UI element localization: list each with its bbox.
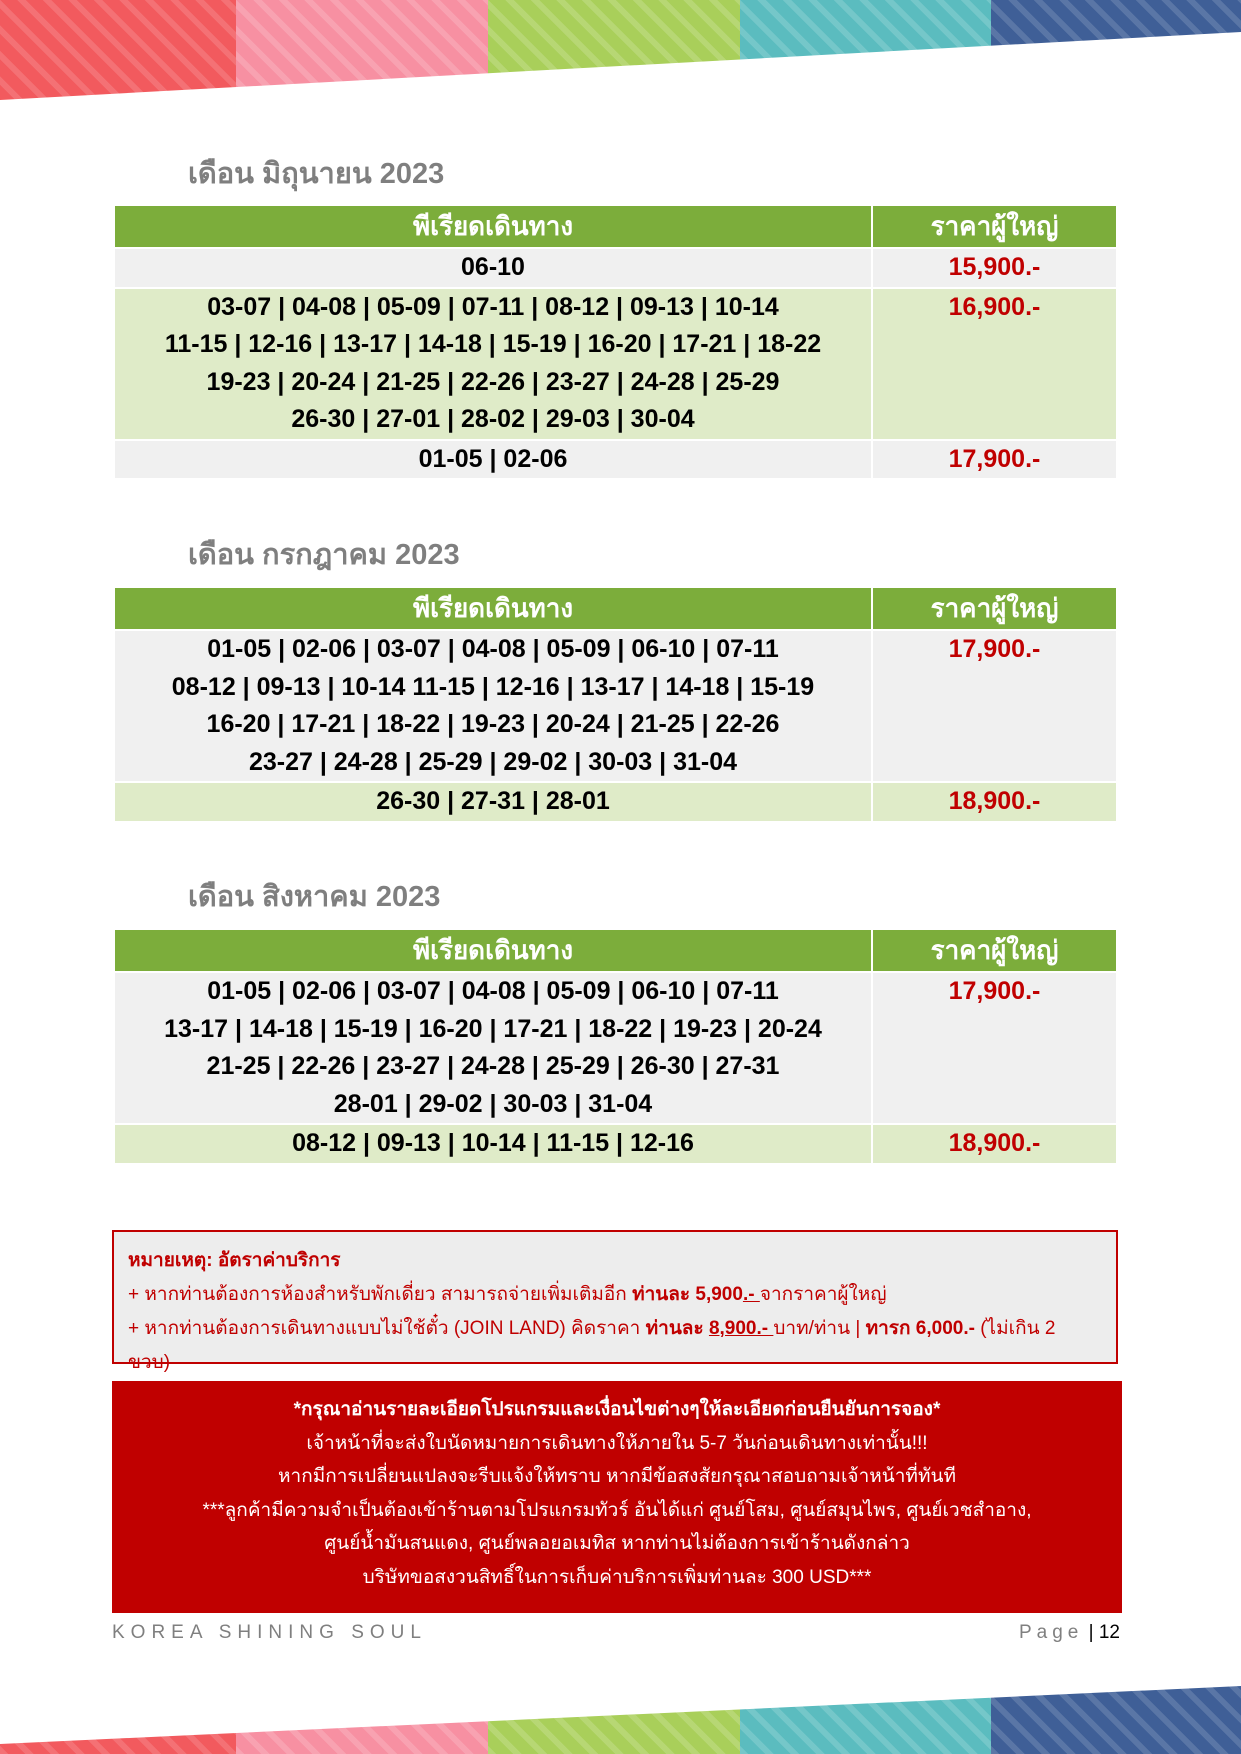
dates-cell [114,782,872,821]
note-bold-price: ท่านละ 5,900 [632,1284,743,1305]
note-text: + หากท่านต้องการเดินทางแบบไม่ใช้ตั๋ว (JOIN LAND) คิดราคา [128,1318,646,1339]
price-table-july [113,588,1118,821]
price-cell: 15,900.- [872,248,1117,288]
price-cell: 18,900.- [872,1124,1117,1163]
dates-cell [114,630,872,782]
column-header-price: ราคาผู้ใหญ่ [872,588,1117,630]
date-line: 19-23 | 20-24 | 21-25 | 22-26 | 23-27 | 24-28 | 25-29 [206,367,780,396]
price-table-august [113,930,1118,1163]
date-line: 08-12 | 09-13 | 10-14 | 11-15 | 12-16 [292,1129,694,1157]
date-line: 26-30 | 27-01 | 28-02 | 29-03 | 30-04 [291,405,695,433]
price-cell: 17,900.- [872,440,1117,479]
warning-line: ศูนย์น้ำมันสนแดง, ศูนย์พลอยอเมทิส หากท่านไม่ต้องการเข้าร้านดังกล่าว [324,1533,910,1554]
table-row [114,248,1117,288]
note-line-single-room [128,1278,1102,1312]
dates-cell [114,972,872,1124]
note-heading: หมายเหตุ: อัตราค่าบริการ [128,1250,341,1271]
bottom-decorative-banner [0,1644,1241,1754]
date-line: 13-17 | 14-18 | 15-19 | 16-20 | 17-21 | 18-22 | 19-23 | 20-24 [164,1014,822,1043]
date-line: 01-05 | 02-06 | 03-07 | 04-08 | 05-09 | 06-10 | 07-11 [207,635,779,663]
note-text: บาท/ท่าน | [773,1318,866,1339]
warning-line: เจ้าหน้าที่จะส่งใบนัดหมายการเดินทางให้ภายใน 5-7 วันก่อนเดินทางเท่านั้น!!! [306,1432,928,1454]
column-header-period: พีเรียดเดินทาง [114,588,872,630]
warning-line: ***ลูกค้ามีความจำเป็นต้องเข้าร้านตามโปรแกรมทัวร์ อันได้แก่ ศูนย์โสม, ศูนย์สมุนไพร, ศูนย์เวชสำอาง, [202,1499,1032,1521]
service-rate-note [112,1230,1118,1373]
date-line: 01-05 | 02-06 | 03-07 | 04-08 | 05-09 | 06-10 | 07-11 [207,977,779,1005]
section-title-august: เดือน สิงหาคม 2023 [188,881,441,913]
date-line: 23-27 | 24-28 | 25-29 | 29-02 | 30-03 | 31-04 [248,747,738,776]
price-cell: 18,900.- [872,782,1117,821]
footer-brand: KOREA SHINING SOUL [112,1622,427,1643]
date-line: 06-10 [461,253,525,281]
table-row [114,1124,1117,1163]
table-row [114,288,1117,440]
price-cell: 17,900.- [872,972,1117,1124]
warning-line: หากมีการเปลี่ยนแปลงจะรีบแจ้งให้ทราบ หากมีข้อสงสัยกรุณาสอบถามเจ้าหน้าที่ทันที [278,1466,956,1487]
note-bold-label: ท่านละ [645,1318,709,1339]
page-number: 12 [1098,1622,1120,1643]
page-separator: | [1088,1622,1094,1643]
dates-cell [114,1124,872,1163]
date-line: 03-07 | 04-08 | 05-09 | 07-11 | 08-12 | 09-13 | 10-14 [207,292,779,321]
note-underlined-price: 8,900.- [708,1318,774,1339]
table-row [114,782,1117,821]
dates-cell [114,248,872,288]
top-decorative-banner [0,0,1241,110]
note-line-join-land [128,1312,1102,1380]
date-line: 28-01 | 29-02 | 30-03 | 31-04 [333,1089,653,1118]
date-line: 01-05 | 02-06 [418,444,568,473]
table-row [114,630,1117,782]
dates-cell [114,440,872,479]
date-line: 26-30 | 27-31 | 28-01 [376,787,610,815]
date-line: 11-15 | 12-16 | 13-17 | 14-18 | 15-19 | 16-20 | 17-21 | 18-22 [164,330,822,358]
page-number-label [1019,1622,1120,1644]
note-text: จากราคาผู้ใหญ่ [759,1284,887,1305]
date-line: 16-20 | 17-21 | 18-22 | 19-23 | 20-24 | 21-25 | 22-26 [206,710,780,738]
warning-line: บริษัทขอสงวนสิทธิ์ในการเก็บค่าบริการเพิ่มท่านละ 300 USD*** [362,1566,872,1588]
date-line: 08-12 | 09-13 | 10-14 11-15 | 12-16 | 13-17 | 14-18 | 15-19 [171,672,815,701]
booking-conditions-box [112,1381,1122,1613]
note-text: + หากท่านต้องการห้องสำหรับพักเดี่ยว สามารถจ่ายเพิ่มเติมอีก [128,1284,633,1305]
price-cell: 17,900.- [872,630,1117,782]
warning-headline: *กรุณาอ่านรายละเอียดโปรแกรมและเงื่อนไขต่างๆให้ละเอียดก่อนยืนยันการจอง* [293,1399,941,1420]
note-text: (ไม่เกิน 2 ขวบ) [128,1318,1056,1373]
table-row [114,972,1117,1124]
price-table-june [113,206,1118,478]
note-bold-suffix: .- [742,1284,760,1305]
page-word: Page [1018,1622,1084,1643]
table-row [114,440,1117,479]
column-header-period: พีเรียดเดินทาง [114,206,872,248]
dates-cell [114,288,872,440]
date-line: 21-25 | 22-26 | 23-27 | 24-28 | 25-29 | 26-30 | 27-31 [206,1052,780,1080]
section-title-june: เดือน มิถุนายน 2023 [188,158,445,190]
price-cell: 16,900.- [872,288,1117,440]
section-title-july: เดือน กรกฎาคม 2023 [188,539,460,571]
column-header-price: ราคาผู้ใหญ่ [872,930,1117,972]
column-header-price: ราคาผู้ใหญ่ [872,206,1117,248]
note-infant-price: ทารก 6,000.- [865,1318,975,1339]
column-header-period: พีเรียดเดินทาง [114,930,872,972]
